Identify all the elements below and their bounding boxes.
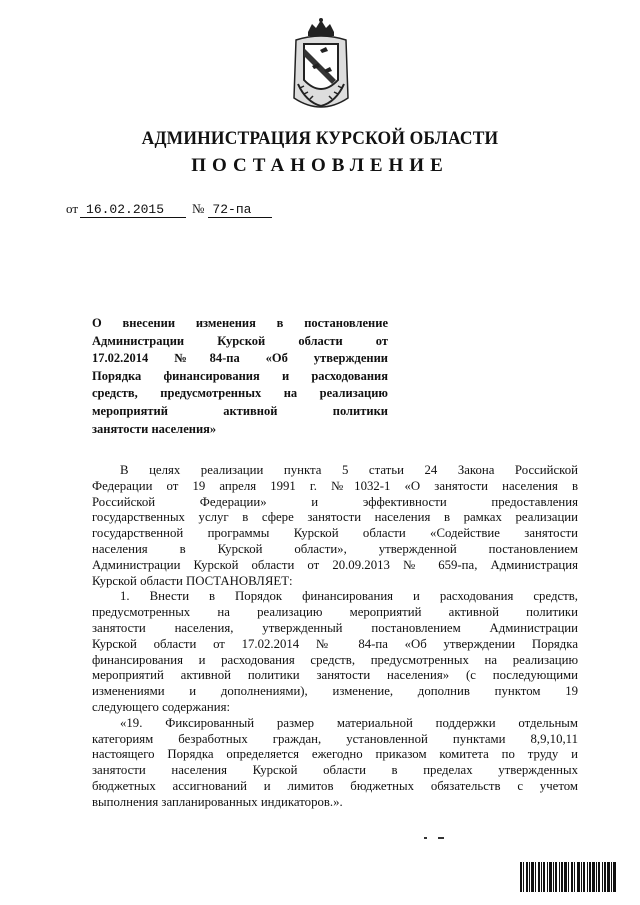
document-type: ПОСТАНОВЛЕНИЕ (191, 155, 449, 176)
body-line: категориям безработных граждан, установленной пунктами 8,9,10,11 (92, 731, 578, 746)
body-line: выполнения запланированных индикаторов.». (92, 794, 343, 809)
body-line: следующего содержания: (92, 699, 231, 714)
document-body (92, 463, 578, 811)
body-line: занятости населения Курской области в пределах утвержденных (92, 763, 578, 778)
body-line: мероприятий активной политики занятости населения» (с последующими (92, 668, 578, 683)
body-line: В целях реализации пункта 5 статьи 24 Закона Российской (120, 463, 578, 477)
body-line: населения в Курской области», утвержденной постановлением (92, 541, 578, 556)
body-line: 1. Внести в Порядок финансирования и расходования средств, (120, 589, 578, 604)
title-line: 17.02.2014 №84-па «Об утверждении (92, 351, 388, 366)
body-line: финансирования и расходования средств, предусмотренных на реализацию (92, 652, 578, 667)
title-line: Порядка финансирования и расходования (92, 368, 388, 383)
body-line: Администрации Курской области от 20.09.2013 № 659-па, Администрация (92, 557, 578, 572)
organization-title: АДМИНИСТРАЦИЯ КУРСКОЙ ОБЛАСТИ (141, 128, 499, 149)
barcode-icon (520, 862, 616, 892)
scan-mark (424, 836, 448, 840)
title-line: занятости населения» (92, 421, 217, 436)
body-line: государственной программы Курской области «Содействие занятости (92, 526, 578, 541)
body-line: предусмотренных на реализацию мероприятий активной политики (92, 605, 578, 620)
coat-of-arms-icon (290, 18, 352, 116)
body-line: Курской области ПОСТАНОВЛЯЕТ: (92, 573, 293, 588)
body-line: государственных услуг в сфере занятости населения в рамках реализации (92, 510, 578, 525)
body-line: бюджетных ассигнований и лимитов бюджетных обязательств с учетом (92, 778, 578, 793)
document-meta (66, 201, 272, 218)
date-value: 16.02.2015 (80, 203, 186, 218)
title-line: О внесении изменения в постановление (92, 316, 388, 330)
date-label: от (66, 201, 79, 216)
body-line: Курской области от 17.02.2014 № 84-па «Об утверждении Порядка (92, 636, 578, 651)
body-line: Российской Федерации» и эффективности предоставления (92, 494, 578, 509)
title-line: средств, предусмотренных на реализацию (92, 386, 388, 401)
number-value: 72-па (208, 203, 272, 218)
body-line: «19. Фиксированный размер материальной поддержки отдельным (120, 715, 578, 730)
title-line: мероприятий активной политики (92, 403, 388, 418)
body-line: настоящего Порядка определяется ежегодно приказом комитета по труду и (92, 747, 578, 762)
title-line: Администрации Курской области от (92, 333, 388, 348)
body-line: занятости населения, утвержденный постановлением Администрации (92, 620, 578, 635)
body-line: изменениями и дополнениями), изменение, дополнив пунктом 19 (92, 684, 578, 699)
document-title (92, 315, 388, 438)
number-label: № (192, 201, 205, 216)
body-line: Федерации от 19 апреля 1991 г. №1032-1 «О занятости населения в (92, 478, 578, 493)
